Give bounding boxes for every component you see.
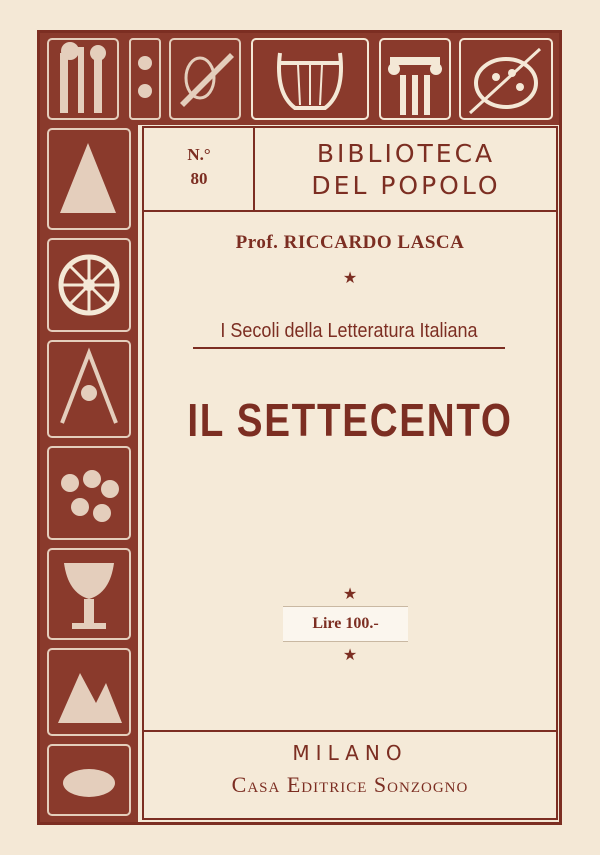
series-title-line2: DEL POPOLO [311,171,501,200]
star-ornament: ★ [342,647,358,664]
collection-underline [193,347,505,349]
series-number-box [143,127,255,210]
collection-title: I Secoli della Letteratura Italiana [220,320,478,342]
series-number-value: 80 [190,169,208,188]
content-frame [142,126,558,820]
series-number-label: N.° [187,145,211,164]
star-ornament: ★ [342,270,358,287]
series-title-line1: BIBLIOTECA [316,139,496,168]
price-text: Lire 100.- [312,615,379,632]
price-label [283,606,408,642]
author-name: Prof. RICCARDO LASCA [235,232,465,253]
series-title [255,127,557,210]
publisher-city: MILANO [292,741,408,765]
publisher-name: Casa Editrice Sonzogno [231,772,469,797]
header-row [143,127,557,212]
book-title: IL SETTECENTO [187,394,513,446]
star-ornament: ★ [342,586,358,603]
footer-divider [143,730,557,732]
